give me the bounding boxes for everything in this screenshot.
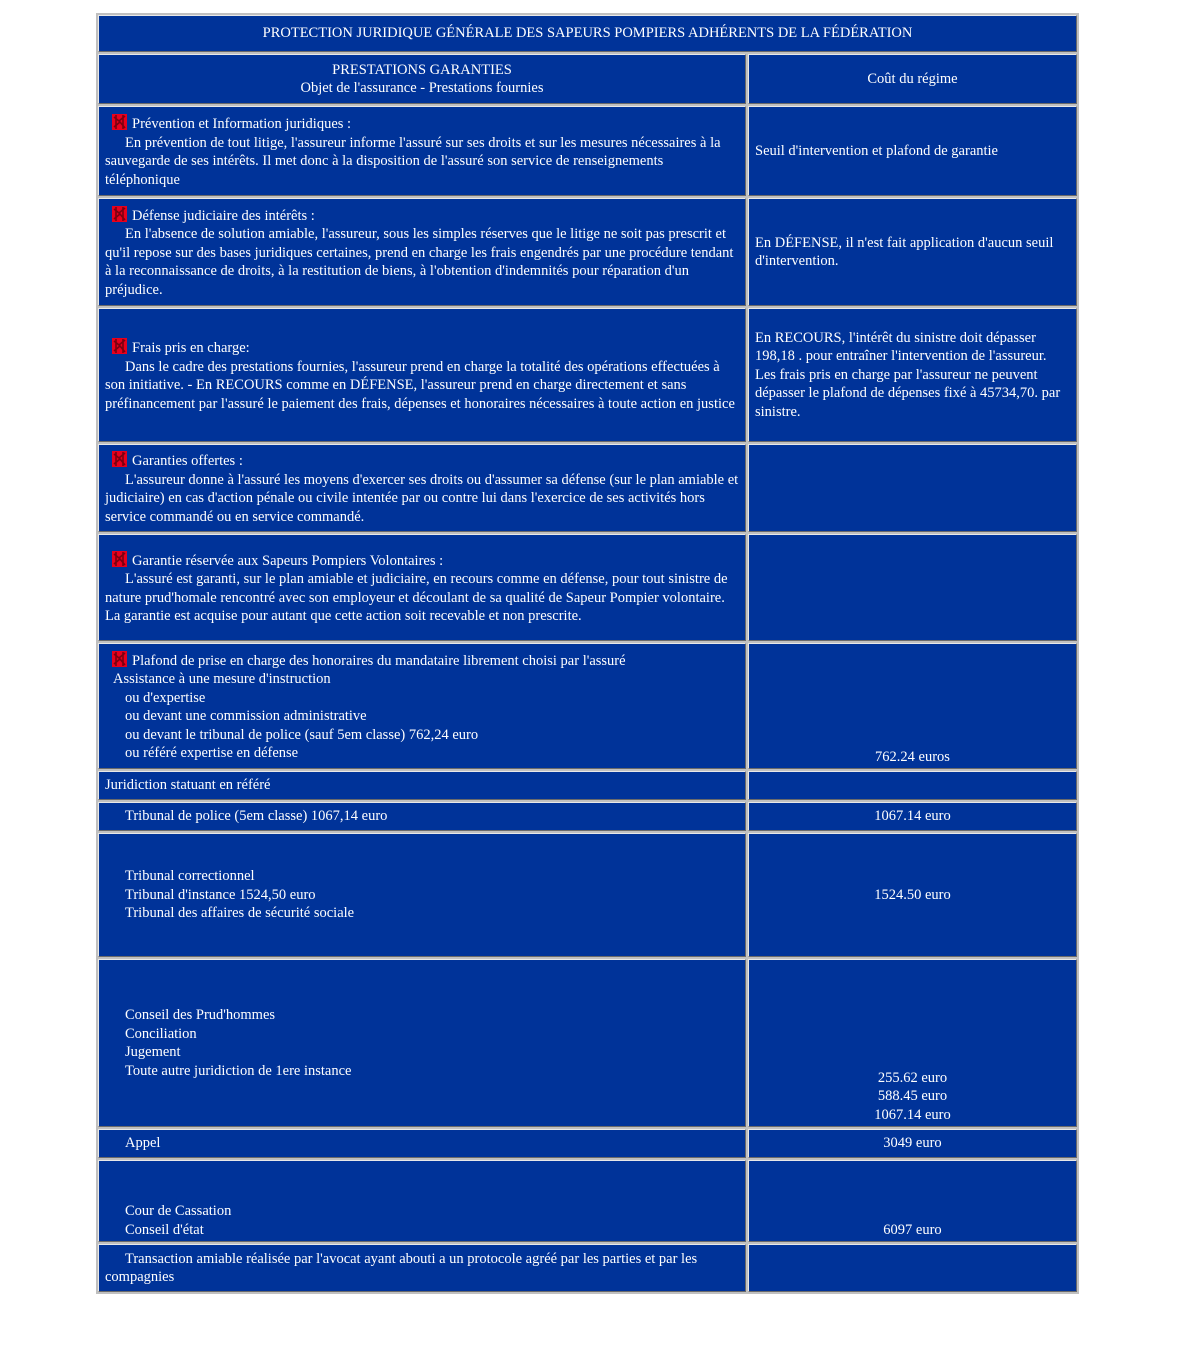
prudhommes-line: Conseil des Prud'hommes: [125, 1007, 276, 1023]
prudhommes-cell: [98, 959, 746, 1127]
section-cost: En DÉFENSE, il n'est fait application d'aucun seuil d'intervention.: [748, 198, 1077, 306]
cassation-cost: 6097 euro: [748, 1160, 1077, 1242]
section-row: [98, 106, 1077, 196]
red-emblem-icon: [111, 205, 128, 223]
section-cost: En RECOURS, l'intérêt du sinistre doit dépasser 198,18 . pour entraîner l'intervention de l'assureur. Les frais pris en charge par l'assureur ne peuvent dépasser le plafond de dépenses fixé à 45734,70. par sinistre.: [748, 308, 1077, 442]
guarantee-table: [96, 13, 1079, 1294]
prudhommes-costs: [748, 959, 1077, 1127]
plafond-line: ou devant une commission administrative: [125, 708, 367, 724]
section-row: [98, 444, 1077, 532]
plafond-line: ou référé expertise en défense: [125, 745, 299, 761]
correctionnel-row: [98, 833, 1077, 957]
police5-row: [98, 802, 1077, 831]
red-emblem-icon: [111, 550, 128, 568]
plafond-text: [98, 643, 746, 769]
plafond-line: ou devant le tribunal de police (sauf 5em classe) 762,24 euro: [125, 726, 479, 743]
prudhommes-cost: 255.62 euro: [877, 1069, 948, 1086]
section-heading: Frais pris en charge:: [132, 340, 250, 356]
section-text: [98, 308, 746, 442]
prudhommes-cost: 1067.14 euro: [874, 1106, 951, 1123]
section-cost: [748, 444, 1077, 532]
transaction-row: [98, 1244, 1077, 1292]
plafond-line: ou d'expertise: [125, 689, 206, 706]
red-emblem-icon: [111, 650, 128, 668]
prudhommes-row: [98, 959, 1077, 1127]
refere-cost: [748, 771, 1077, 800]
section-body: En l'absence de solution amiable, l'assureur, sous les simples réserves que le litige ne soit pas prescrit et qu'il repose sur des bases juridiques certaines, prend en charge les frais engendrés par une procédure tendant à la reconnaissance de droits, à la restitution de biens, à l'obtention d'indemnités pour réparation d'un préjudice.: [105, 226, 734, 298]
police5-cell: [98, 802, 746, 831]
section-body: L'assuré est garanti, sur le plan amiable et judiciaire, en recours comme en défense, pour tout sinistre de nature prud'homale rencontré avec son employeur et découlant de sa qualité de Sapeur Pompier volontaire.: [105, 571, 728, 606]
plafond-sub: Assistance à une mesure d'instruction: [113, 671, 331, 687]
refere-label: Juridiction statuant en référé: [98, 771, 746, 800]
prudhommes-line: Toute autre juridiction de 1ere instance: [125, 1062, 352, 1079]
header-prestations: [98, 54, 746, 104]
plafond-row: [98, 643, 1077, 769]
page-title: PROTECTION JURIDIQUE GÉNÉRALE DES SAPEURS POMPIERS ADHÉRENTS DE LA FÉDÉRATION: [98, 15, 1077, 52]
correctionnel-cost: 1524.50 euro: [748, 833, 1077, 957]
section-body-extra: La garantie est acquise pour autant que cette action soit recevable et non prescrite.: [105, 608, 582, 624]
section-body: Dans le cadre des prestations fournies, l'assureur prend en charge la totalité des opérations effectuées à son initiative. - En RECOURS comme en DÉFENSE, l'assureur prend en charge directement et sans préfinancement par l'assuré le paiement des frais, dépenses et honoraires nécessaires à toute action en justice: [105, 358, 735, 412]
section-row: [98, 308, 1077, 442]
section-cost: Seuil d'intervention et plafond de garantie: [748, 106, 1077, 196]
refere-row: [98, 771, 1077, 800]
correctionnel-cell: [98, 833, 746, 957]
header-left-line2: Objet de l'assurance - Prestations fournies: [300, 80, 544, 96]
correctionnel-line: Tribunal d'instance 1524,50 euro: [125, 886, 316, 903]
section-row: [98, 198, 1077, 306]
appel-label: Appel: [125, 1135, 161, 1152]
section-heading: Défense judiciaire des intérêts :: [132, 207, 315, 224]
section-heading: Garantie réservée aux Sapeurs Pompiers Volontaires :: [132, 552, 444, 569]
cassation-row: [98, 1160, 1077, 1242]
cassation-line: Conseil d'état: [125, 1221, 204, 1238]
plafond-heading: Plafond de prise en charge des honoraires du mandataire librement choisi par l'assuré: [132, 652, 626, 669]
section-body: L'assureur donne à l'assuré les moyens d'exercer ses droits ou d'assumer sa défense (sur le plan amiable et judiciaire) en cas d'action pénale ou civile intentée par ou contre lui dans l'exercice de ses activités hors service commandé ou en service commandé.: [105, 471, 739, 525]
section-text: [98, 106, 746, 196]
header-left-line1: PRESTATIONS GARANTIES: [332, 61, 512, 78]
section-text: [98, 444, 746, 532]
appel-cost: 3049 euro: [748, 1129, 1077, 1158]
section-heading: Garanties offertes :: [132, 453, 243, 469]
section-text: [98, 198, 746, 306]
section-text: [98, 534, 746, 641]
document-page: [96, 13, 1079, 1294]
section-body: En prévention de tout litige, l'assureur informe l'assuré sur ses droits et sur les mesures nécessaires à la sauvegarde de ses intérêts. Il met donc à la disposition de l'assuré son service de renseignements téléphonique: [105, 134, 721, 188]
prudhommes-line: Conciliation: [125, 1025, 197, 1042]
red-emblem-icon: [111, 337, 128, 355]
section-heading: Prévention et Information juridiques :: [132, 116, 352, 132]
header-row: [98, 54, 1077, 104]
red-emblem-icon: [111, 113, 128, 131]
appel-cell: [98, 1129, 746, 1158]
transaction-cell: [98, 1244, 746, 1292]
correctionnel-line: Tribunal correctionnel: [125, 868, 255, 885]
header-cout: Coût du régime: [748, 54, 1077, 104]
police5-cost: 1067.14 euro: [748, 802, 1077, 831]
section-cost: [748, 534, 1077, 641]
cassation-line: Cour de Cassation: [125, 1203, 232, 1219]
prudhommes-line: Jugement: [125, 1044, 181, 1060]
title-row: [98, 15, 1077, 52]
correctionnel-line: Tribunal des affaires de sécurité sociale: [125, 905, 355, 922]
plafond-cost: 762.24 euros: [748, 643, 1077, 769]
transaction-cost: [748, 1244, 1077, 1292]
cassation-cell: [98, 1160, 746, 1242]
red-emblem-icon: [111, 450, 128, 468]
appel-row: [98, 1129, 1077, 1158]
section-row: [98, 534, 1077, 641]
prudhommes-cost: 588.45 euro: [877, 1088, 948, 1104]
police5-label: Tribunal de police (5em classe) 1067,14 euro: [125, 808, 388, 825]
transaction-label: Transaction amiable réalisée par l'avocat ayant abouti a un protocole agréé par les parties et par les compagnies: [105, 1250, 698, 1285]
